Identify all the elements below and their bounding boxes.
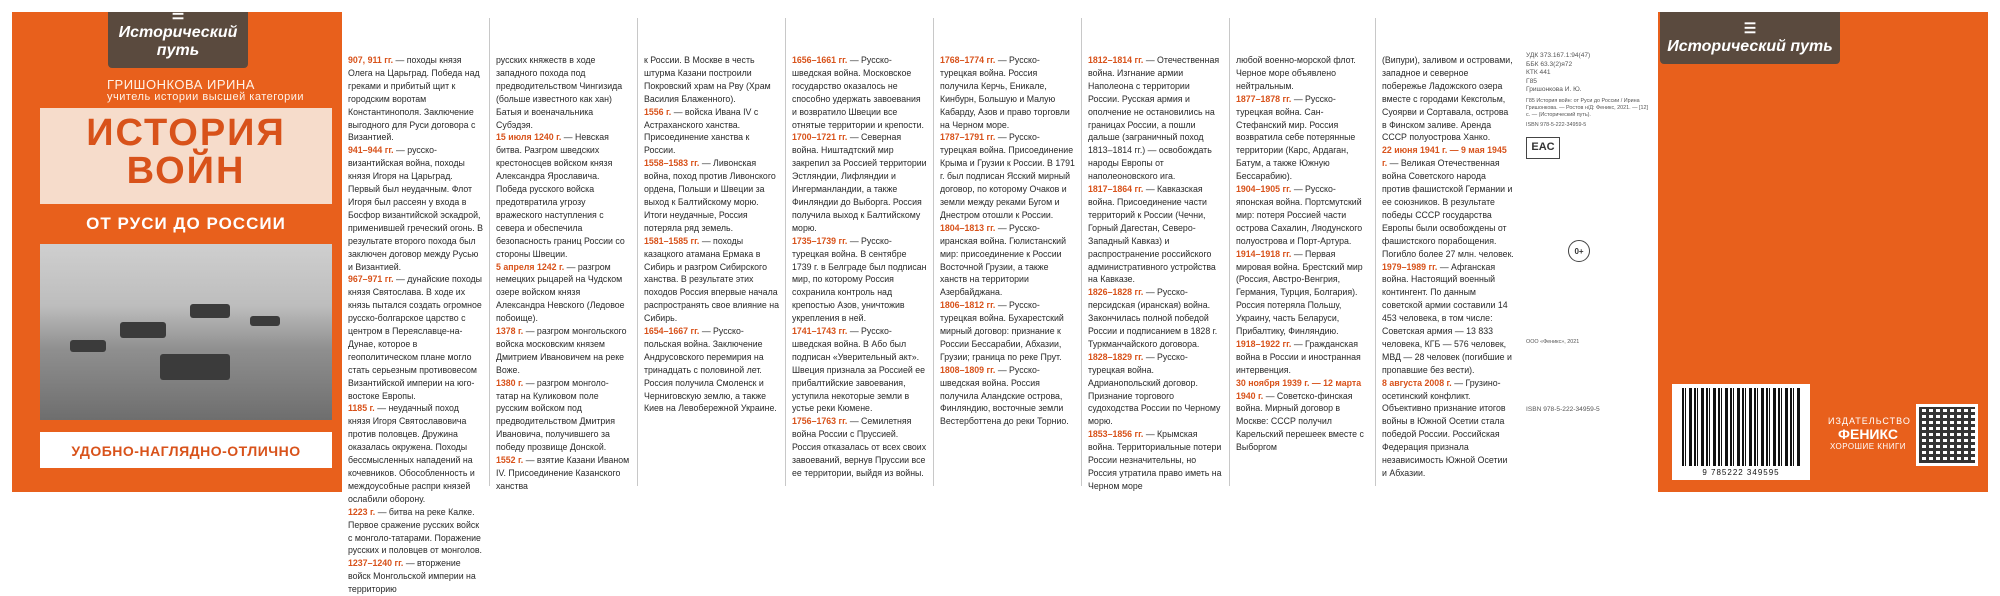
entry-text: — русско-византийская война, походы князя Игоря на Царьград. Первый был неудачным. Флот Игоря был рассеян у входа в Босфор византийской эскадрой, применившей греческий огонь. В результате второго похода был заключен договор между Русью и Византией. xyxy=(348,145,483,272)
imprint-udk: УДК 373.167.1:94(47) xyxy=(1526,52,1591,59)
entry-text: — Русско-шведская война. Россия получила Аландские острова, Финляндию, восточные земли Вестерботтена до реки Торнио. xyxy=(940,364,1069,427)
entry-text: русских княжеств в ходе западного похода под предводительством Чингизида (больше известного как хан) Батыя и военачальника Субэдэя. xyxy=(496,55,623,130)
subtitle-band xyxy=(40,204,332,244)
entry-text: — дунайские походы князя Святослава. В ходе их князь пытался создать огромное русско-болгарское царство с центром в Переяславце-на-Дунае, которое в геополитическом плане могло стать серьезным противовесом Византийской империи на юго-востоке Европы. xyxy=(348,274,482,401)
entry-text: — Русско-турецкая война. Россия получила Керчь, Еникале, Кинбурн, Большую и Малую Кабарду, Азов и право торговли на Черном море. xyxy=(940,55,1070,130)
entry-year: 1904–1905 гг. xyxy=(1236,184,1292,195)
entry-year: 1656–1661 гг. xyxy=(792,55,848,65)
chronology-entry xyxy=(348,54,483,144)
qr-pattern xyxy=(1919,407,1975,463)
chronology-entry xyxy=(940,299,1075,364)
chronology-entry xyxy=(792,131,927,234)
entry-year: 967–971 гг. xyxy=(348,274,394,285)
entry-year: 1804–1813 гг. xyxy=(940,222,996,233)
entry-year: 1237–1240 гг. xyxy=(348,558,404,569)
entry-text: — Ливонская война, поход против Ливонского ордена, Польши и Швеции за выход к Балтийскому морю. Итоги неудачные, Россия потеряла ряд земель. xyxy=(644,158,776,233)
entry-text: — Семилетняя война России с Пруссией. Россия отказалась от всех своих завоеваний, вернув Пруссии все ее территории, выйдя из войны. xyxy=(792,416,927,478)
chronology-entry xyxy=(348,557,483,596)
text-column-8 xyxy=(1376,12,1520,492)
chronology-entry xyxy=(1382,144,1514,260)
entry-year: 1979–1989 гг. xyxy=(1382,261,1438,272)
entry-year: 941–944 гг. xyxy=(348,145,394,156)
entry-year: 1768–1774 гг. xyxy=(940,55,996,65)
entry-text: — Русско-иранская война. Гюлистанский мир: присоединение к России Восточной Грузии, а также ханств на территории Азербайджана. xyxy=(940,222,1066,298)
entry-text: — битва на реке Калке. Первое сражение русских войск с монголо-татарами. Поражение русских и половцев от монголов. xyxy=(348,506,482,556)
imprint-code: Г85 xyxy=(1526,77,1537,85)
entry-year: 1756–1763 гг. xyxy=(792,416,848,427)
imprint-isbn: ISBN 978-5-222-34959-5 xyxy=(1526,405,1600,413)
entry-year: 1914–1918 гг. xyxy=(1236,248,1292,259)
chronology-entry xyxy=(1236,183,1369,248)
entry-year: 8 августа 2008 г. xyxy=(1382,377,1452,388)
series-mark-icon: ☰ xyxy=(1743,20,1757,36)
entry-year: 1700–1721 гг. xyxy=(792,132,848,143)
tank-shape xyxy=(160,354,230,380)
text-column-5 xyxy=(934,12,1081,492)
entry-text: — Невская битва. Разгром шведских крестоносцев войском князя Александра Ярославича. Победа русского войска предотвратила угрозу вражеского наступления с севера и обеспечила безопасность границ России со стороны Швеции. xyxy=(496,132,625,259)
entry-text: — Русско-турецкая война. Сан-Стефанский мир. Россия возвратила себе потерянные территории (Карс, Ардаган, Батум, а также Южную Бессарабию). xyxy=(1236,93,1356,182)
tank-shape xyxy=(190,304,230,318)
series-mark-icon: ☰ xyxy=(171,6,185,22)
entry-text: — Русско-японская война. Портсмутский мир: потеря Россией части острова Сахалин, Ляодунского полуострова и Порт-Артура. xyxy=(1236,184,1363,246)
chronology-entry xyxy=(792,325,927,415)
qr-code-icon xyxy=(1916,404,1978,466)
text-column-2 xyxy=(490,12,637,492)
book-cover-spread xyxy=(12,6,1988,595)
imprint-author: Гришонкова И. Ю. xyxy=(1526,86,1582,94)
entry-text: — Русско-шведская война. Московское государство оказалось не способно удержать завоевания и возвратило Швеции все отнятые территории и крепости. xyxy=(792,55,924,130)
text-column-6 xyxy=(1082,12,1229,492)
entry-year: 1812–1814 гг. xyxy=(1088,55,1144,65)
entry-year: 1853–1856 гг. xyxy=(1088,429,1144,440)
text-column-3 xyxy=(638,12,785,492)
series-label: Исторический путь xyxy=(1667,38,1833,55)
entry-year: 1223 г. xyxy=(348,506,376,517)
entry-year: 1806–1812 гг. xyxy=(940,300,996,311)
chronology-entry xyxy=(644,106,779,158)
chronology-entry xyxy=(496,131,631,260)
tank-shape xyxy=(250,316,280,326)
chronology-entry xyxy=(1382,377,1514,480)
tank-shape xyxy=(70,340,106,352)
series-label: Исторический путь xyxy=(118,24,238,59)
tank-shape xyxy=(120,322,166,338)
entry-text: — походы казацкого атамана Ермака в Сибирь и разгром Сибирского ханства. В результате этих походов Россия впервые начала распространять свое влияние на Сибирь. xyxy=(644,235,779,324)
chronology-entry xyxy=(496,377,631,454)
entry-year: 5 апреля 1242 г. xyxy=(496,261,565,272)
slogan-bar xyxy=(40,432,332,468)
chronology-entry xyxy=(496,54,631,131)
entry-text: — Афганская война. Настоящий военный контингент. По данным советской армии составили 14 453 человека, в том числе: Советская армия — 13 833 человека, КГБ — 576 человек, МВД — 28 человек (погибшие и пропавшие без вести). xyxy=(1382,261,1512,375)
entry-text: — походы князя Олега на Царьград. Победа над греками и прибитый щит к городским воротам Константинополя. Заключение выгодного для Руси договора с Византией. xyxy=(348,55,480,143)
entry-text: — Русско-турецкая война. Бухарестский мирный договор: признание к России Бессарабии, Абхазии, Грузии; граница по реке Прут. xyxy=(940,300,1064,362)
entry-text: — Крымская война. Территориальные потери России незначительны, но Россия утратила право иметь на Черном море xyxy=(1088,429,1222,491)
entry-year: 907, 911 гг. xyxy=(348,55,394,65)
imprint-isbn-small: ISBN 978-5-222-34959-5 xyxy=(1526,121,1587,128)
entry-text: — Великая Отечественная война Советского народа против фашистской Германии и ее союзников. В результате победы СССР государства Европы были освобождены от фашистского порабощения. Погибло более 27 млн. человек. xyxy=(1382,158,1514,259)
chronology-entry xyxy=(348,506,483,558)
publisher-slogan: ХОРОШИЕ КНИГИ xyxy=(1829,442,1907,451)
chronology-entry xyxy=(496,325,631,377)
chronology-entry xyxy=(1088,183,1223,286)
chronology-entry xyxy=(348,402,483,505)
entry-year: 1828–1829 гг. xyxy=(1088,351,1144,362)
entry-year: 1918–1922 гг. xyxy=(1236,338,1292,349)
series-tab xyxy=(108,6,248,68)
title-line-2: ВОЙН xyxy=(126,150,246,192)
chronology-entry xyxy=(1382,54,1514,144)
entry-year: 30 ноября 1939 г. — 12 марта 1940 г. xyxy=(1236,377,1362,401)
entry-year: 1558–1583 гг. xyxy=(644,158,700,169)
text-column-7 xyxy=(1230,12,1375,492)
chronology-entry xyxy=(1088,428,1223,493)
entry-text: — Грузино-осетинский конфликт. Объективно признание итогов войны в Южной Осетии стала победой России. Российская Федерация признала независимость Южной Осетии и Абхазии. xyxy=(1382,377,1508,478)
entry-text: — вторжение войск Монгольской империи на территорию xyxy=(348,558,476,595)
chronology-entry xyxy=(1236,338,1369,377)
publisher-logo xyxy=(1828,416,1911,451)
chronology-entry xyxy=(644,235,779,325)
chronology-entry xyxy=(1236,93,1369,183)
text-column-4 xyxy=(786,12,933,492)
imprint-book-line: Г85 История войн: от Руси до России / Ирина Гришонкова. — Ростов н/Д: Феникс, 2021. — [12] с. — (Исторический путь). xyxy=(1526,97,1649,118)
chronology-entry xyxy=(1382,261,1514,377)
chronology-entry xyxy=(348,144,483,273)
barcode-bars xyxy=(1682,388,1800,466)
chronology-entry xyxy=(792,415,927,480)
chronology-entry xyxy=(348,273,483,402)
barcode-digits: 9 785222 349595 xyxy=(1702,468,1780,477)
entry-year: 1735–1739 гг. xyxy=(792,235,848,246)
entry-year: 1817–1864 гг. xyxy=(1088,184,1144,195)
entry-text: — Отечественная война. Изгнание армии Наполеона с территории России. Русская армия и ополчение не остановились на границах России, а пошли дальше (заграничный поход 1813–1814 гг.) — освобождать народы Европы от наполеоновского ига. xyxy=(1088,55,1220,182)
entry-text: — Кавказская война. Присоединение части территорий к России (Чечни, Горный Дагестан, Северо-Западный Кавказ) и распространение российского административного устройства на Кавказе. xyxy=(1088,184,1216,285)
author-block xyxy=(107,78,304,104)
entry-text: — Северная война. Ништадтский мир закрепил за Россией территории Эстляндии, Лифляндии и Ингерманландии, а также Финляндии до Выборга. Россия получила выход к Балтийскому морю. xyxy=(792,132,927,233)
tank-photo xyxy=(40,244,332,420)
chronology-entry xyxy=(940,222,1075,299)
entry-text: — войска Ивана IV с Астраханского ханства. Присоединение ханства к России. xyxy=(644,106,759,156)
chronology-entry xyxy=(940,131,1075,221)
entry-text: любой военно-морской флот. Черное море объявлено нейтральным. xyxy=(1236,55,1356,91)
entry-text: — Первая мировая война. Брестский мир (Россия, Австро-Венгрия, Германия, Турция, Болгария). Россия потеряла Польшу, Украину, часть Беларуси, Прибалтику, Финляндию. xyxy=(1236,248,1363,337)
entry-year: 1741–1743 гг. xyxy=(792,326,848,337)
entry-year: 1556 г. xyxy=(644,106,672,117)
chronology-entry xyxy=(792,235,927,325)
entry-year: 1552 г. xyxy=(496,455,524,466)
entry-year: 1654–1667 гг. xyxy=(644,326,700,337)
entry-year: 1378 г. xyxy=(496,326,524,337)
chronology-entry xyxy=(644,157,779,234)
entry-year: 1808–1809 гг. xyxy=(940,364,996,375)
slogan: УДОБНО-НАГЛЯДНО-ОТЛИЧНО xyxy=(71,443,301,459)
text-column-1 xyxy=(342,12,489,595)
barcode xyxy=(1672,384,1810,480)
entry-text: — Советско-финская война. Мирный договор в Москве: СССР получил Карельский перешеек вместе с Выборгом xyxy=(1236,390,1364,453)
entry-text: — разгром монголо-татар на Куликовом поле русским войском под предводительством Дмитрия Ивановича, получившего за победу прозвище Донской. xyxy=(496,377,615,453)
chronology-entry xyxy=(792,54,927,131)
entry-year: 1826–1828 гг. xyxy=(1088,287,1144,298)
imprint-publisher: ООО «Феникс», 2021 xyxy=(1526,338,1580,345)
chronology-entry xyxy=(1088,351,1223,428)
imprint-ktk: КТК 441 xyxy=(1526,69,1551,77)
entry-text: — взятие Казани Иваном IV. Присоединение Казанского ханства xyxy=(496,455,630,491)
chronology-entry xyxy=(1236,377,1369,454)
chronology-entry xyxy=(496,261,631,326)
entry-text: — Русско-турецкая война. Присоединение Крыма и Грузии к России. В 1791 г. был подписан Ясский мирный договор, по которому Очаков и земли между реками Бугом и Днестром отошли к России. xyxy=(940,132,1075,220)
chronology-entry xyxy=(940,54,1075,131)
age-rating-badge: 0+ xyxy=(1568,240,1590,262)
chronology-entry xyxy=(1236,248,1369,338)
entry-year: 1581–1585 гг. xyxy=(644,235,700,246)
publisher-name: ФЕНИКС xyxy=(1838,426,1898,442)
entry-year: 1877–1878 гг. xyxy=(1236,93,1292,104)
imprint-bbk: ББК 63.3(2)я72 xyxy=(1526,60,1573,68)
entry-text: — разгром немецких рыцарей на Чудском озере войском князя Александра Невского (Ледовое побоище). xyxy=(496,261,625,324)
eac-mark-icon: EAC xyxy=(1526,137,1560,159)
entry-text: — Русско-шведская война. В Або был подписан «Уверительный акт». Швеция признала за Россией ее прибалтийские завоевания, уступила некоторые земли в устье реки Кюмене. xyxy=(792,326,926,414)
entry-year: 22 июня 1941 г. — 9 мая 1945 г. xyxy=(1382,145,1507,169)
series-tab xyxy=(1660,12,1840,64)
entry-text: — неудачный поход князя Игоря Святославовича против половцев. Дружина оказалась окружена. Походы бессмысленных нападений на кочевников. Обособленность и междоусобные распри князей ослабили оборону. xyxy=(348,403,475,504)
chronology-entry xyxy=(496,454,631,493)
author-role: учитель истории высшей категории xyxy=(107,91,305,103)
chronology-entry xyxy=(644,54,779,106)
entry-text: — Русско-польская война. Заключение Андрусовского перемирия на тринадцать с половиной лет. Россия получила Смоленск и Черниговскую землю, а также Киев на Левобережной Украине. xyxy=(644,326,777,414)
entry-year: 1380 г. xyxy=(496,377,524,388)
title-line-1: ИСТОРИЯ xyxy=(86,112,286,154)
entry-year: 1787–1791 гг. xyxy=(940,132,996,143)
author-name: ГРИШОНКОВА ИРИНА xyxy=(107,77,255,92)
entry-text: — разгром монгольского войска московским князем Дмитрием Ивановичем на реке Воже. xyxy=(496,326,627,375)
entry-text: — Русско-персидская (иранская) война. Закончилась полной победой России и подписанием в 1828 г. Туркманчайского договора. xyxy=(1088,287,1218,349)
entry-text: — Русско-турецкая война. В сентябре 1739 г. в Белграде был подписан мир, по которому Россия сохранила контроль над крепостью Азов, уничтожив укрепления в ней. xyxy=(792,235,927,324)
subtitle: ОТ РУСИ ДО РОССИИ xyxy=(86,214,286,233)
chronology-entry xyxy=(1236,54,1369,93)
chronology-entry xyxy=(940,364,1075,429)
chronology-entry xyxy=(1088,54,1223,183)
entry-text: (Випури), заливом и островами, западное и северное побережье Ладожского озера вместе с городами Кексгольм, Суоярви и Сортавала, острова в Финском заливе. Аренда СССР полуострова Ханко. xyxy=(1382,55,1513,143)
entry-year: 15 июля 1240 г. xyxy=(496,132,562,143)
publisher-label: ИЗДАТЕЛЬСТВО xyxy=(1828,416,1911,426)
front-cover xyxy=(12,6,342,492)
entry-text: — Гражданская война в России и иностранная интервенция. xyxy=(1236,338,1361,375)
entry-text: к России. В Москве в честь штурма Казани построили Покровский храм на Рву (Храм Василия Блаженного). xyxy=(644,55,771,104)
entry-year: 1185 г. xyxy=(348,403,375,414)
chronology-entry xyxy=(644,325,779,415)
imprint-block xyxy=(1520,12,1658,492)
entry-text: — Русско-турецкая война. Адрианопольский договор. Признание торгового судоходства России по Черному морю. xyxy=(1088,351,1221,427)
chronology-entry xyxy=(1088,286,1223,351)
